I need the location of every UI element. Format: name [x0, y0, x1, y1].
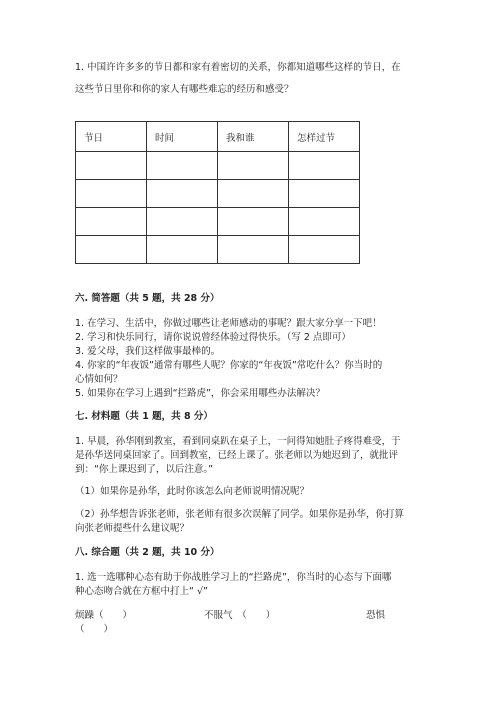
table-header-row: [76, 122, 360, 152]
section-6-item: 3. 爱父母，我们这样做事最棒的。: [75, 346, 221, 357]
section-7-passage-line: 1. 早晨，孙华刚到教室，看到同桌趴在桌子上，一问得知她肚子疼得难受，于: [75, 436, 401, 447]
table-cell[interactable]: [289, 236, 360, 264]
table-cell[interactable]: [147, 236, 218, 264]
table-cell[interactable]: [289, 152, 360, 180]
table-cell[interactable]: [218, 152, 289, 180]
table-cell[interactable]: [76, 180, 147, 208]
festival-table: [75, 121, 360, 264]
table-header-cell: 时间: [147, 122, 218, 152]
section-6-title: 六. 简答题（共 5 题，共 28 分）: [75, 293, 220, 304]
table-cell[interactable]: [147, 152, 218, 180]
section-7-passage-line: 是孙华送同桌回家了。回到教室，已经上课了。张老师以为她迟到了，就批评: [75, 450, 399, 461]
table-cell[interactable]: [218, 208, 289, 236]
option-fear-checkbox[interactable]: （ ）: [75, 624, 114, 635]
section-7-title: 七. 材料题（共 1 题，共 8 分）: [75, 411, 213, 422]
section-7-subquestion-2: 向张老师提些什么建议呢？: [75, 523, 190, 534]
table-cell[interactable]: [147, 180, 218, 208]
table-row: [76, 180, 360, 208]
table-row: [76, 236, 360, 264]
table-header-cell: 节日: [76, 122, 147, 152]
section-6-item: 5. 如果你在学习上遇到“拦路虎”，你会采用哪些办法解决？: [75, 388, 325, 399]
table-cell[interactable]: [76, 152, 147, 180]
table-row: [76, 152, 360, 180]
section-6-item: 心情如何？: [75, 374, 123, 385]
option-defiant[interactable]: 不服气 （ ）: [204, 610, 276, 621]
table-cell[interactable]: [76, 208, 147, 236]
table-header-cell: 怎样过节: [289, 122, 360, 152]
section-6-item: 4. 你家的“年夜饭”通常有哪些人呢？你家的“年夜饭”常吃什么？你当时的: [75, 360, 383, 371]
option-irritable[interactable]: 烦躁（ ）: [75, 610, 133, 621]
question-1-line-2: 这些节日里你和你的家人有哪些难忘的经历和感受？: [75, 84, 294, 95]
table-header-cell: 我和谁: [218, 122, 289, 152]
question-1-line-1: 1. 中国许许多多的节日都和家有着密切的关系，你都知道哪些这样的节日，在: [75, 62, 401, 73]
table-cell[interactable]: [147, 208, 218, 236]
section-8-question-line: 1. 选一选哪种心态有助于你战胜学习上的“拦路虎”，你当时的心态与下面哪: [75, 572, 392, 583]
table-cell[interactable]: [289, 180, 360, 208]
section-6-item: 2. 学习和快乐同行，请你说说曾经体验过得快乐。（写 2 点即可）: [75, 332, 351, 343]
table-cell[interactable]: [218, 180, 289, 208]
section-8-title: 八. 综合题（共 2 题，共 10 分）: [75, 547, 220, 558]
section-7-passage-line: 到：“你上课迟到了，以后注意。”: [75, 464, 214, 475]
section-7-subquestion-2: （2）孙华想告诉张老师，张老师有很多次误解了同学。如果你是孙华，你打算: [75, 509, 405, 520]
table-row: [76, 208, 360, 236]
section-8-question-line: 种心态吻合就在方框中打上“ √”: [75, 586, 208, 597]
table-cell[interactable]: [218, 236, 289, 264]
table-cell[interactable]: [289, 208, 360, 236]
section-7-subquestion-1: （1）如果你是孙华，此时你该怎么向老师说明情况呢？: [75, 486, 310, 497]
option-fear-label: 恐惧: [366, 610, 386, 621]
table-cell[interactable]: [76, 236, 147, 264]
section-6-item: 1. 在学习、生活中，你做过哪些让老师感动的事呢？跟大家分享一下吧！: [75, 318, 382, 329]
